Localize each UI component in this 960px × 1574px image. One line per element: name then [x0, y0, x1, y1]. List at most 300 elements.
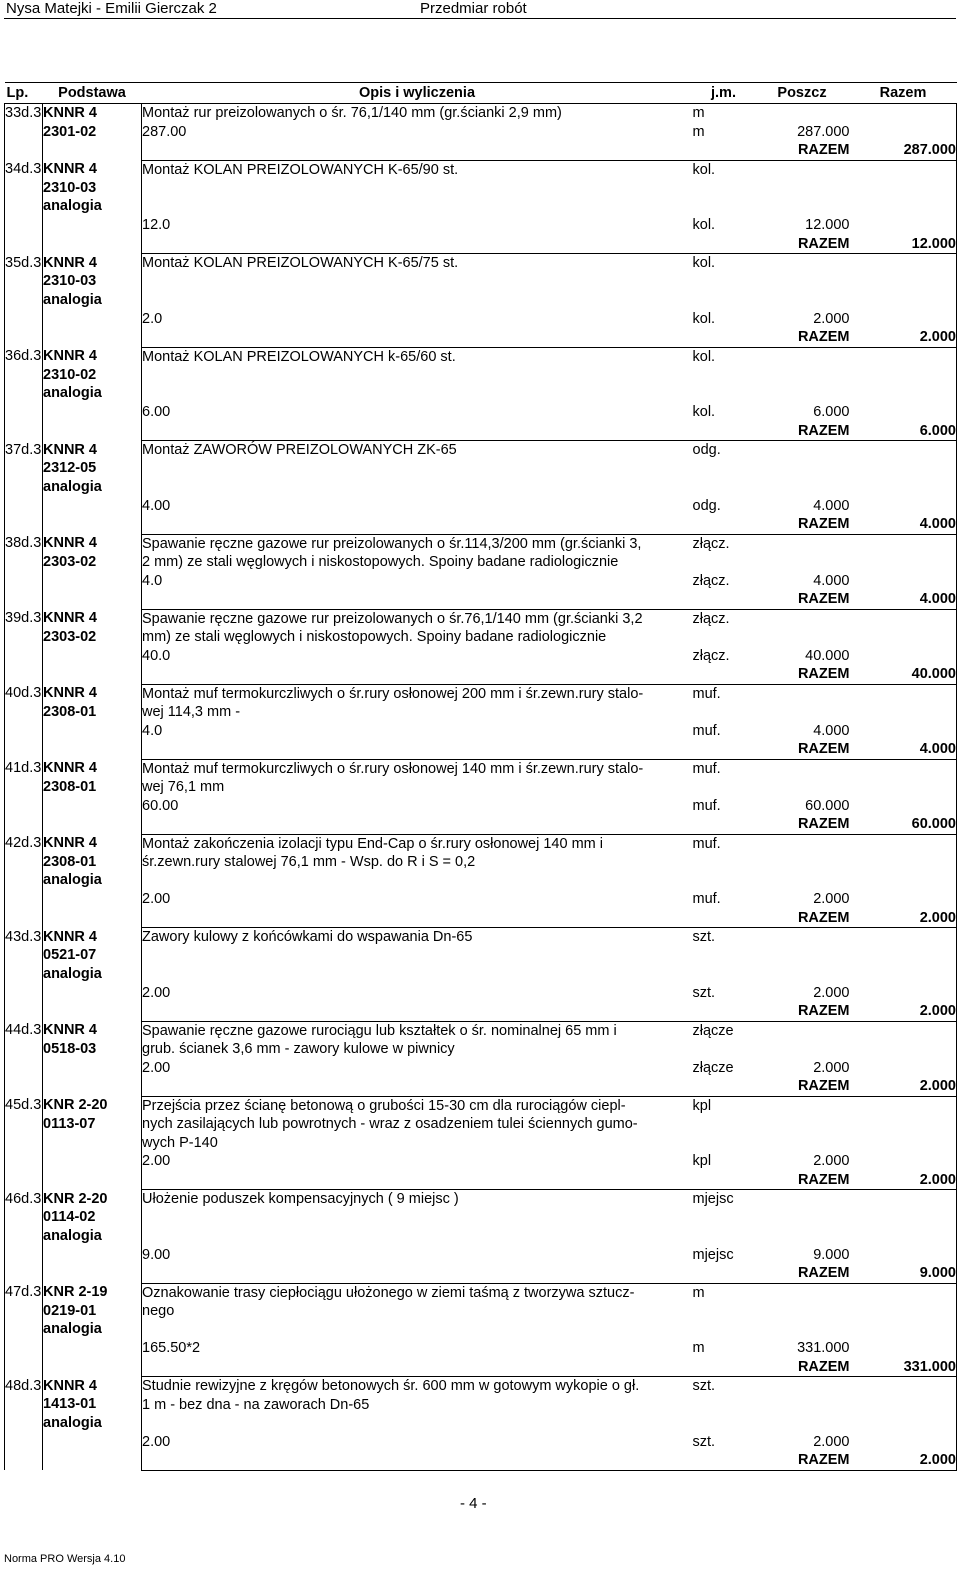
position-section: d.3: [21, 161, 42, 177]
position-description: [142, 834, 693, 890]
description-line: Studnie rewizyjne z kręgów betonowych śr. 600 mm w gotowym wykopie o gł.: [142, 1378, 640, 1394]
position-basis: [43, 441, 142, 535]
calc-quantity: 2.0: [142, 310, 163, 327]
position-description: [142, 104, 693, 123]
calc-subtotal: 287.000: [797, 123, 850, 140]
calc-unit: szt.: [692, 1433, 716, 1450]
calc-unit: m: [692, 123, 705, 140]
total-label: RAZEM: [755, 909, 850, 928]
empty-cell: [693, 1077, 755, 1096]
basis-line: KNR 2-20: [43, 1190, 108, 1207]
position-unit: złącz.: [692, 610, 730, 627]
total-row: [5, 328, 957, 347]
position-description: [142, 684, 693, 722]
position-lp-cell: [5, 1021, 43, 1096]
total-value: 9.000: [850, 1264, 957, 1283]
empty-cell: [693, 909, 755, 928]
position-lp-cell: [5, 347, 43, 441]
empty-cell: [850, 1283, 957, 1339]
position-description: [142, 1190, 693, 1246]
calc-subtotal: 4.000: [813, 497, 850, 514]
position-section: d.3: [21, 835, 42, 851]
calc-row: [5, 123, 957, 142]
position-unit: muf.: [692, 760, 721, 777]
empty-cell: [142, 141, 693, 160]
empty-cell: [850, 123, 957, 142]
empty-cell: [850, 497, 957, 516]
empty-cell: [850, 347, 957, 403]
calc-row: [5, 572, 957, 591]
empty-cell: [142, 235, 693, 254]
empty-cell: [850, 104, 957, 123]
description-line: Montaż KOLAN PREIZOLOWANYCH k-65/60 st.: [142, 348, 456, 365]
basis-line: KNNR 4: [43, 610, 97, 626]
calc-unit: kol.: [692, 217, 716, 233]
description-line: Ułożenie poduszek kompensacyjnych ( 9 miejsc ): [142, 1191, 459, 1207]
calc-quantity: 12.0: [142, 217, 171, 233]
calc-subtotal: 331.000: [797, 1340, 850, 1356]
calc-row: [5, 403, 957, 422]
calc-row: [5, 984, 957, 1003]
position-lp-cell: [5, 759, 43, 834]
position-description: [142, 759, 693, 797]
position-row: [5, 684, 957, 722]
position-section: d.3: [21, 928, 42, 945]
empty-cell: [755, 441, 850, 497]
empty-cell: [755, 759, 850, 797]
position-description: [142, 534, 693, 572]
position-unit: m: [692, 105, 705, 121]
basis-line: 2310-02: [43, 366, 97, 383]
position-number: 42: [5, 835, 22, 851]
basis-line: 2308-01: [43, 778, 97, 795]
calc-subtotal: 4.000: [813, 572, 850, 589]
calc-row: [5, 1339, 957, 1358]
empty-cell: [850, 1377, 957, 1433]
calc-subtotal: 9.000: [813, 1246, 850, 1263]
position-section: d.3: [21, 1190, 42, 1207]
calc-quantity: 40.0: [142, 647, 171, 664]
empty-cell: [693, 422, 755, 441]
position-section: d.3: [21, 1022, 42, 1038]
software-version: Norma PRO Wersja 4.10: [4, 1553, 126, 1565]
position-basis: [43, 1283, 142, 1377]
total-label: RAZEM: [755, 422, 850, 441]
position-section: d.3: [21, 254, 42, 271]
total-row: [5, 1451, 957, 1470]
position-unit: odg.: [692, 442, 721, 458]
total-label: RAZEM: [755, 1264, 850, 1283]
basis-line: analogia: [43, 1227, 102, 1244]
basis-line: KNNR 4: [43, 760, 97, 776]
position-lp-cell: [5, 928, 43, 1022]
position-unit: szt.: [692, 1378, 716, 1394]
calc-quantity: 2.00: [142, 1153, 171, 1169]
position-section: d.3: [21, 1097, 42, 1113]
empty-cell: [755, 104, 850, 123]
description-line: mm) ze stali węglowych i niskostopowych. Spoiny badane radiologicznie: [142, 629, 607, 645]
empty-cell: [755, 254, 850, 310]
position-lp-cell: [5, 441, 43, 535]
basis-line: 2303-02: [43, 628, 97, 645]
calc-unit: kol.: [692, 404, 716, 420]
total-value: 2.000: [850, 328, 957, 347]
basis-line: 2301-02: [43, 123, 97, 140]
description-line: Montaż muf termokurczliwych o śr.rury osłonowej 200 mm i śr.zewn.rury stalo-: [142, 685, 644, 702]
total-row: [5, 141, 957, 160]
position-description: [142, 254, 693, 310]
empty-cell: [850, 647, 957, 666]
total-row: [5, 1264, 957, 1283]
column-header-podstawa: Podstawa: [43, 83, 142, 104]
empty-cell: [755, 347, 850, 403]
calc-subtotal: 2.000: [813, 1153, 850, 1169]
position-section: d.3: [21, 760, 42, 776]
empty-cell: [850, 797, 957, 816]
empty-cell: [850, 1059, 957, 1078]
position-row: [5, 1377, 957, 1433]
position-basis: [43, 1096, 142, 1190]
calc-row: [5, 890, 957, 909]
empty-cell: [850, 1190, 957, 1246]
basis-line: 0114-02: [43, 1209, 96, 1225]
basis-line: analogia: [43, 478, 102, 495]
document-header-left: Nysa Matejki - Emilii Gierczak 2: [6, 0, 217, 17]
description-line: wej 114,3 mm -: [142, 704, 241, 720]
total-row: [5, 590, 957, 609]
position-unit: złącze: [692, 1022, 734, 1039]
position-number: 40: [5, 685, 22, 701]
total-row: [5, 515, 957, 534]
empty-cell: [755, 609, 850, 647]
position-basis: [43, 928, 142, 1022]
basis-line: 0518-03: [43, 1040, 97, 1057]
position-lp-cell: [5, 104, 43, 161]
description-line: Spawanie ręczne gazowe rurociągu lub kształtek o śr. nominalnej 65 mm i: [142, 1022, 617, 1039]
description-line: 2 mm) ze stali węglowych i niskostopowych. Spoiny badane radiologicznie: [142, 554, 619, 570]
calc-quantity: 2.00: [142, 1433, 171, 1450]
position-lp-cell: [5, 1283, 43, 1377]
basis-line: analogia: [43, 965, 102, 982]
empty-cell: [850, 684, 957, 722]
position-number: 45: [5, 1097, 22, 1113]
description-line: wych P-140: [142, 1134, 218, 1151]
position-number: 46: [5, 1190, 22, 1207]
position-section: d.3: [21, 441, 42, 458]
empty-cell: [850, 441, 957, 497]
empty-cell: [850, 1433, 957, 1452]
position-basis: [43, 347, 142, 441]
position-lp-cell: [5, 684, 43, 759]
empty-cell: [693, 740, 755, 759]
position-description: [142, 1021, 693, 1059]
basis-line: KNNR 4: [43, 835, 97, 851]
empty-cell: [693, 1358, 755, 1377]
empty-cell: [850, 1246, 957, 1265]
calc-quantity: 4.00: [142, 497, 171, 514]
basis-line: analogia: [43, 291, 102, 308]
position-description: [142, 441, 693, 497]
total-value: 331.000: [850, 1358, 957, 1377]
calc-quantity: 2.00: [142, 891, 171, 907]
position-number: 39: [5, 610, 22, 626]
calc-row: [5, 647, 957, 666]
empty-cell: [142, 909, 693, 928]
calc-row: [5, 797, 957, 816]
empty-cell: [693, 1264, 755, 1283]
position-row: [5, 534, 957, 572]
basis-line: KNNR 4: [43, 1377, 97, 1394]
empty-cell: [850, 572, 957, 591]
calc-quantity: 287.00: [142, 123, 187, 140]
column-header-poszcz: Poszcz: [755, 83, 850, 104]
total-label: RAZEM: [755, 590, 850, 609]
total-label: RAZEM: [755, 815, 850, 834]
calc-subtotal: 4.000: [813, 722, 850, 739]
empty-cell: [142, 1451, 693, 1470]
calc-unit: muf.: [692, 797, 721, 814]
position-unit: m: [692, 1284, 705, 1301]
position-number: 43: [5, 928, 22, 945]
total-label: RAZEM: [755, 515, 850, 534]
position-row: [5, 441, 957, 497]
basis-line: KNR 2-19: [43, 1284, 108, 1300]
column-header-jm: j.m.: [693, 83, 755, 104]
page-number: - 4 -: [460, 1495, 487, 1512]
column-header-opis: Opis i wyliczenia: [142, 83, 693, 104]
total-row: [5, 665, 957, 684]
empty-cell: [142, 740, 693, 759]
empty-cell: [850, 984, 957, 1003]
empty-cell: [850, 1096, 957, 1152]
position-row: [5, 254, 957, 310]
position-row: [5, 609, 957, 647]
basis-line: KNNR 4: [43, 348, 97, 364]
empty-cell: [755, 160, 850, 216]
calc-unit: złącz.: [692, 647, 730, 664]
position-row: [5, 1021, 957, 1059]
basis-line: KNR 2-20: [43, 1097, 108, 1113]
total-value: 2.000: [850, 909, 957, 928]
total-value: 287.000: [850, 141, 957, 160]
empty-cell: [850, 759, 957, 797]
position-basis: [43, 104, 142, 161]
empty-cell: [755, 1096, 850, 1152]
position-number: 34: [5, 161, 22, 177]
total-label: RAZEM: [755, 1002, 850, 1021]
basis-line: KNNR 4: [43, 535, 97, 551]
empty-cell: [850, 928, 957, 984]
column-header-razem: Razem: [850, 83, 957, 104]
empty-cell: [142, 328, 693, 347]
description-line: Spawanie ręczne gazowe rur preizolowanych o śr.76,1/140 mm (gr.ścianki 3,2: [142, 610, 643, 627]
position-number: 36: [5, 348, 22, 364]
position-description: [142, 1283, 693, 1339]
total-row: [5, 740, 957, 759]
empty-cell: [693, 1451, 755, 1470]
calc-quantity: 6.00: [142, 404, 171, 420]
calc-subtotal: 40.000: [805, 647, 850, 664]
position-unit: kol.: [692, 255, 716, 271]
description-line: śr.zewn.rury stalowej 76,1 mm - Wsp. do R i S = 0,2: [142, 854, 476, 870]
position-lp-cell: [5, 160, 43, 254]
total-value: 2.000: [850, 1171, 957, 1190]
empty-cell: [850, 216, 957, 235]
position-basis: [43, 254, 142, 348]
total-value: 60.000: [850, 815, 957, 834]
position-row: [5, 928, 957, 984]
basis-line: analogia: [43, 385, 102, 401]
total-value: 4.000: [850, 740, 957, 759]
calc-row: [5, 497, 957, 516]
basis-line: analogia: [43, 1321, 102, 1337]
calc-subtotal: 12.000: [805, 217, 850, 233]
position-basis: [43, 759, 142, 834]
empty-cell: [142, 665, 693, 684]
basis-line: 2310-03: [43, 273, 97, 289]
basis-line: 2308-01: [43, 703, 97, 720]
position-section: d.3: [21, 610, 42, 626]
calc-row: [5, 310, 957, 329]
description-line: nych zasilających lub powrotnych - wraz z osadzeniem tulei ściennych gumo-: [142, 1116, 638, 1132]
empty-cell: [755, 834, 850, 890]
calc-unit: muf.: [692, 722, 721, 739]
empty-cell: [142, 422, 693, 441]
position-unit: mjejsc: [692, 1191, 734, 1207]
empty-cell: [142, 1264, 693, 1283]
header-rule: [4, 18, 956, 19]
total-row: [5, 1358, 957, 1377]
position-unit: muf.: [692, 835, 721, 852]
position-basis: [43, 684, 142, 759]
position-number: 44: [5, 1022, 22, 1038]
calc-quantity: 165.50*2: [142, 1340, 201, 1356]
position-row: [5, 1283, 957, 1339]
position-number: 48: [5, 1377, 22, 1394]
position-lp-cell: [5, 1096, 43, 1190]
empty-cell: [850, 310, 957, 329]
empty-cell: [755, 534, 850, 572]
description-line: Spawanie ręczne gazowe rur preizolowanych o śr.114,3/200 mm (gr.ścianki 3,: [142, 535, 642, 552]
position-section: d.3: [21, 348, 42, 364]
position-lp-cell: [5, 834, 43, 928]
empty-cell: [755, 1021, 850, 1059]
empty-cell: [142, 1077, 693, 1096]
empty-cell: [142, 1358, 693, 1377]
position-number: 37: [5, 441, 22, 458]
description-line: Zawory kulowy z końcówkami do wspawania Dn-65: [142, 929, 473, 945]
basis-line: 2312-05: [43, 460, 97, 476]
empty-cell: [693, 235, 755, 254]
position-description: [142, 609, 693, 647]
empty-cell: [755, 1377, 850, 1433]
position-number: 38: [5, 535, 22, 551]
position-row: [5, 1096, 957, 1152]
empty-cell: [693, 590, 755, 609]
position-row: [5, 759, 957, 797]
empty-cell: [850, 609, 957, 647]
position-basis: [43, 534, 142, 609]
total-label: RAZEM: [755, 1358, 850, 1377]
basis-line: KNNR 4: [43, 161, 97, 177]
total-row: [5, 235, 957, 254]
calc-subtotal: 60.000: [805, 797, 850, 814]
description-line: wej 76,1 mm: [142, 779, 225, 795]
empty-cell: [142, 590, 693, 609]
calc-row: [5, 722, 957, 741]
position-number: 41: [5, 760, 22, 776]
position-row: [5, 834, 957, 890]
description-line: Montaż KOLAN PREIZOLOWANYCH K-65/90 st.: [142, 161, 459, 178]
calc-quantity: 4.0: [142, 572, 163, 589]
calc-subtotal: 2.000: [813, 310, 850, 327]
position-description: [142, 1096, 693, 1152]
position-description: [142, 1377, 693, 1433]
empty-cell: [755, 1190, 850, 1246]
position-description: [142, 160, 693, 216]
position-description: [142, 347, 693, 403]
position-section: d.3: [21, 535, 42, 551]
total-label: RAZEM: [755, 740, 850, 759]
total-value: 2.000: [850, 1451, 957, 1470]
empty-cell: [693, 665, 755, 684]
total-row: [5, 422, 957, 441]
position-row: [5, 104, 957, 123]
calc-subtotal: 2.000: [813, 984, 850, 1001]
description-line: nego: [142, 1303, 175, 1319]
position-unit: kpl: [692, 1097, 712, 1114]
position-number: 47: [5, 1284, 22, 1300]
description-line: grub. ścianek 3,6 mm - zawory kulowe w piwnicy: [142, 1041, 455, 1057]
total-value: 4.000: [850, 515, 957, 534]
position-lp-cell: [5, 1377, 43, 1471]
empty-cell: [142, 1171, 693, 1190]
basis-line: 1413-01: [43, 1396, 97, 1412]
calc-unit: szt.: [692, 984, 716, 1001]
total-row: [5, 1077, 957, 1096]
calc-subtotal: 2.000: [813, 1059, 850, 1076]
description-line: Oznakowanie trasy ciepłociągu ułożonego w ziemi taśmą z tworzywa sztucz-: [142, 1284, 635, 1301]
empty-cell: [142, 815, 693, 834]
total-row: [5, 909, 957, 928]
calc-quantity: 9.00: [142, 1246, 171, 1263]
total-label: RAZEM: [755, 328, 850, 347]
total-value: 12.000: [850, 235, 957, 254]
basis-line: analogia: [43, 1414, 102, 1431]
calc-row: [5, 216, 957, 235]
calc-quantity: 2.00: [142, 1059, 171, 1076]
description-line: Montaż muf termokurczliwych o śr.rury osłonowej 140 mm i śr.zewn.rury stalo-: [142, 760, 644, 777]
position-row: [5, 347, 957, 403]
total-label: RAZEM: [755, 235, 850, 254]
calc-unit: mjejsc: [692, 1246, 734, 1263]
empty-cell: [850, 1339, 957, 1358]
basis-line: 2308-01: [43, 853, 97, 870]
calc-unit: odg.: [692, 497, 721, 514]
total-value: 2.000: [850, 1002, 957, 1021]
empty-cell: [850, 534, 957, 572]
position-unit: muf.: [692, 685, 721, 702]
calc-subtotal: 6.000: [813, 404, 850, 420]
calc-quantity: 4.0: [142, 722, 163, 739]
total-label: RAZEM: [755, 141, 850, 160]
total-value: 6.000: [850, 422, 957, 441]
total-label: RAZEM: [755, 1077, 850, 1096]
basis-line: analogia: [43, 872, 102, 888]
position-basis: [43, 1190, 142, 1284]
empty-cell: [693, 815, 755, 834]
position-lp-cell: [5, 534, 43, 609]
